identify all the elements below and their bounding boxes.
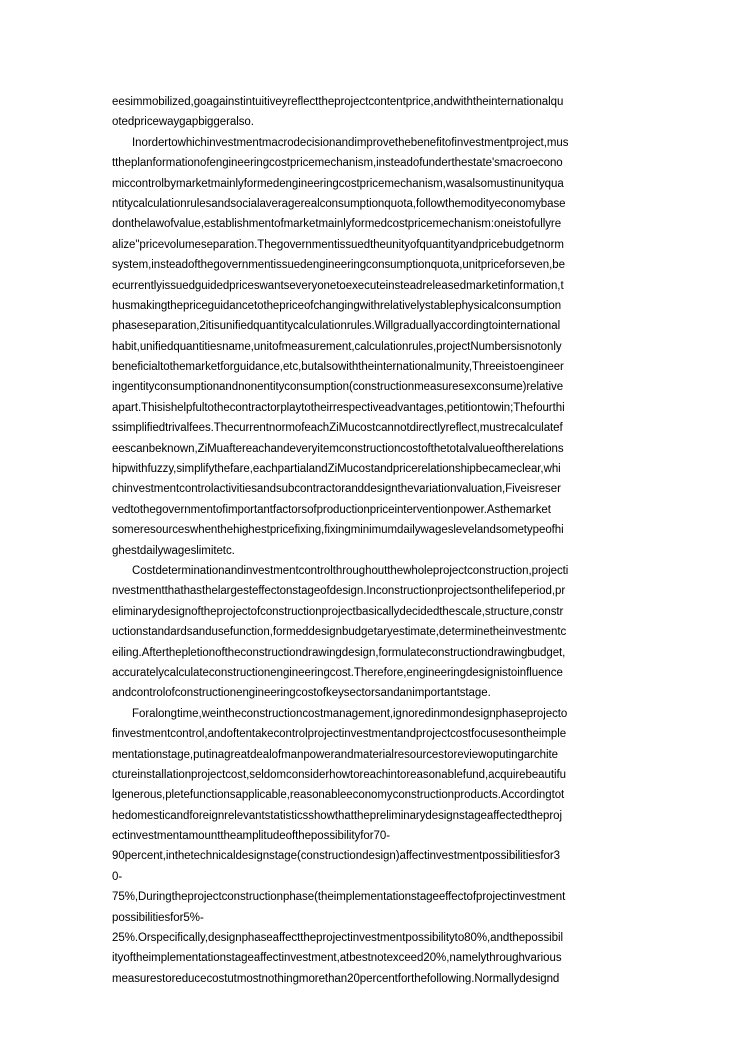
text-line: 25%.Orspecifically,designphaseaffecttheprojectinvestmentpossibilityto80%,andthepossibil (112, 932, 564, 945)
text-line: donthelawofvalue,establishmentofmarketmainlyformedcostpricemechanism:oneistofullyre (112, 218, 562, 231)
text-line: andcontrolofconstructionengineeringcostofkeysectorsandanimportantstage. (112, 687, 491, 700)
text-line: measurestoreducecostutmostnothingmorethan20percentforthefollowing.Normallydesignd (112, 972, 560, 985)
text-line: beneficialtothemarketforguidance,etc,butalsowiththeinternationalmunity,Threeistoengineer (112, 361, 564, 374)
text-line: ectinvestmentamounttheamplitudeofthepossibilityfor70- (112, 830, 390, 843)
text-line: someresourceswhenthehighestpricefixing,fixingminimumdailywageslevelandsometypeofhi (112, 524, 564, 537)
text-line: vedtothegovernmentofimportantfactorsofproductionpriceinterventionpower.Asthemarket (112, 503, 551, 516)
text-line: Foralongtime,weintheconstructioncostmanagement,ignoredinmondesignphaseprojecto (132, 707, 568, 720)
text-line: miccontrolbymarketmainlyformedengineeringcostpricemechanism,wasalsomustinunityqua (112, 177, 564, 190)
text-line: 0- (112, 870, 123, 883)
text-line: possibilitiesfor5%- (112, 911, 204, 924)
text-line: ingentityconsumptionandnonentityconsumption(constructionmeasuresexconsume)relative (112, 381, 564, 394)
text-line: 90percent,inthetechnicaldesignstage(constructiondesign)affectinvestmentpossibilitiesfor3 (112, 850, 560, 863)
text-line: uctionstandardsandusefunction,formeddesignbudgetaryestimate,determinetheinvestmentc (112, 626, 567, 639)
text-line: hipwithfuzzy,simplifythefare,eachpartialandZiMucostandpricerelationshipbecameclear,whi (112, 463, 561, 476)
text-line: eliminarydesignoftheprojectofconstructionprojectbasicallydecidedthescale,structure,constr (112, 605, 564, 618)
text-line: lgenerous,pletefunctionsapplicable,reasonableeconomyconstructionproducts.Accordingtot (112, 789, 565, 802)
text-line: ghestdailywageslimitetc. (112, 544, 235, 557)
text-line: eesimmobilized,goagainstintuitiveyreflecttheprojectcontentprice,andwiththeinternationalqu (112, 96, 564, 108)
text-line: ctureinstallationprojectcost,seldomconsiderhowtoreachintoreasonablefund,acquirebeautifu (112, 768, 567, 781)
text-line: hedomesticandforeignrelevantstatisticsshowthatthepreliminarydesignstageaffectedtheproj (112, 809, 563, 822)
text-line: ecurrentlyissuedguidedpriceswantseveryonetoexecuteinsteadreleasedmarketinformation,t (112, 279, 564, 292)
text-line: nvestmentthathasthelargesteffectonstageofdesign.Inconstructionprojectsonthelifeperiod,pr (112, 585, 566, 598)
text-line: Inordertowhichinvestmentmacrodecisionandimprovethebenefitofinvestmentproject,mus (132, 136, 569, 149)
text-line: otedpricewaygapbiggeralso. (112, 116, 254, 129)
text-line: ssimplifiedtrivalfees.ThecurrentnormofeachZiMucostcannotdirectlyreflect,mustrecalculatef (112, 422, 563, 435)
text-line: ttheplanformationofengineeringcostpricemechanism,insteadofunderthestate'smacroecono (112, 157, 563, 170)
text-line: eiling.Afterthepletionoftheconstructiondrawingdesign,formulateconstructiondrawingbudget, (112, 646, 566, 659)
text-line: Costdeterminationandinvestmentcontrolthroughoutthewholeprojectconstruction,projecti (132, 564, 569, 577)
text-line: ityoftheimplementationstageaffectinvestment,atbestnotexceed20%,namelythroughvarious (112, 952, 562, 965)
text-line: finvestmentcontrol,andoftentakecontrolprojectinvestmentandprojectcostfocusesontheimple (112, 728, 567, 741)
text-line: eescanbeknown,ZiMuaftereachandeveryitemconstructioncostofthetotalvalueoftherelations (112, 442, 564, 455)
text-line: mentationstage,putinagreatdealofmanpowerandmaterialresourcestoreviewoputingarchite (112, 748, 558, 761)
text-line: system,insteadofthegovernmentissuedengineeringconsumptionquota,unitpriceforseven,be (112, 259, 565, 272)
document-page (112, 92, 636, 989)
text-line: habit,unifiedquantitiesname,unitofmeasurement,calculationrules,projectNumbersisnotonly (112, 340, 562, 353)
text-line: 75%,Duringtheprojectconstructionphase(theimplementationstageeffectofprojectinvestment (112, 891, 566, 904)
text-line: ntitycalculationrulesandsocialaveragerealconsumptionquota,followthemodityeconomybase (112, 197, 566, 210)
text-line: apart.Thisishelpfultothecontractorplaytotheirrespectiveadvantages,petitiontowin;Thefourthi (112, 401, 565, 414)
text-line: husmakingthepriceguidancetothepriceofchangingwithrelativelystablephysicalconsumption (112, 299, 562, 312)
text-line: phaseseparation,2itisunifiedquantitycalculationrules.Willgraduallyaccordingtointernational (112, 320, 561, 333)
text-line: alize"pricevolumeseparation.Thegovernmentissuedtheunityofquantityandpricebudgetnorm (112, 238, 564, 251)
text-line: accuratelycalculateconstructionengineeringcost.Therefore,engineeringdesignistoinfluence (112, 666, 563, 679)
text-line: chinvestmentcontrolactivitiesandsubcontractoranddesignthevariationvaluation,Fiveisreser (112, 483, 561, 496)
